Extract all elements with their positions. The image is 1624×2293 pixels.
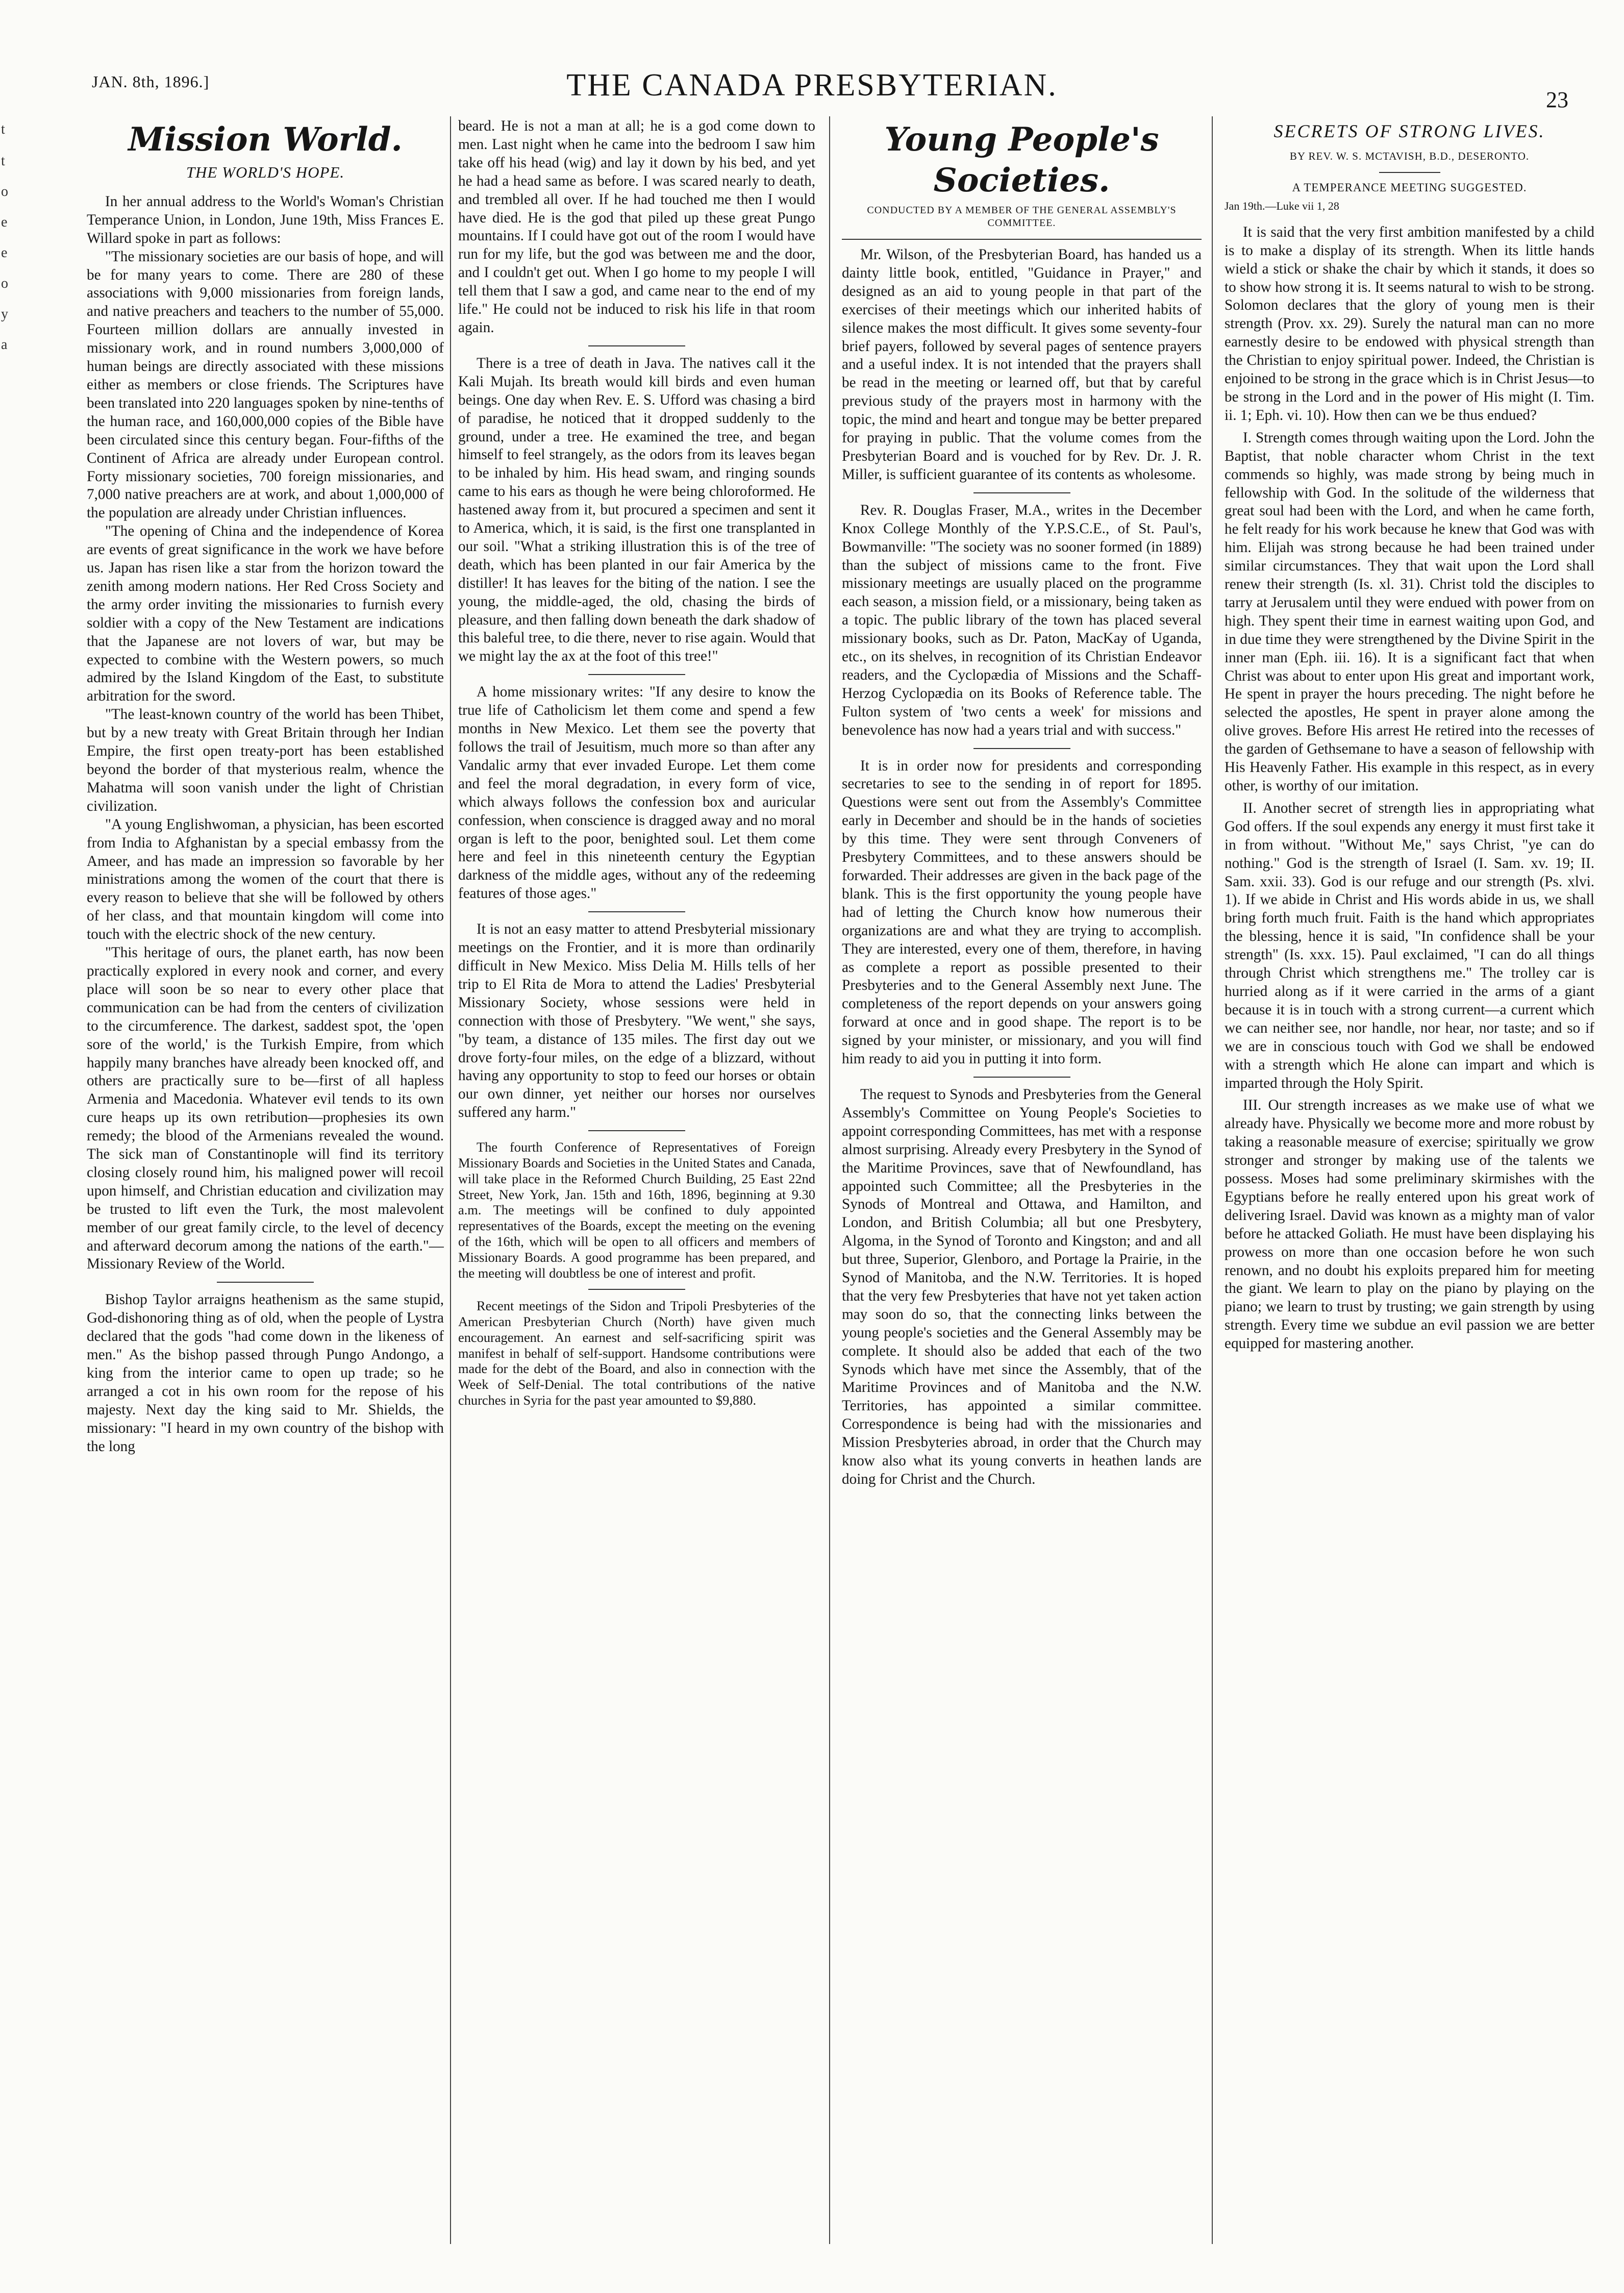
paragraph: In her annual address to the World's Woman's Christian Temperance Union, in London, June 19th, Miss Frances E. Willard spoke in part as follows: bbox=[87, 193, 444, 246]
paragraph: The fourth Conference of Representatives of Foreign Missionary Boards and Societies in the United States and Canada, will take place in the Reformed Church Building, 25 East 22nd Street, New York, Jan. 15th and 16th, 1896, beginning at 9.30 a.m. The meetings will be confined to duly appointed representatives of the Boards, except the meeting on the evening of the 16th, which will be open to all officers and members of Missionary Boards. A good programme has been prepared, and the meeting will doubtless be one of interest and profit. bbox=[458, 1139, 815, 1281]
divider bbox=[973, 1077, 1070, 1078]
section-title: SECRETS OF STRONG LIVES. bbox=[1273, 121, 1545, 141]
column-rule bbox=[829, 116, 830, 2244]
paragraph: "The missionary societies are our basis of hope, and will be for many years to come. There are 280 of these associations with 9,000 missionaries from foreign lands, and native preachers and teachers to the number of 55,000. Fourteen million dollars are annually invested in missionary work, and in round numbers 3,000,000 of human beings are directly associated with these missions either as members or close friends. The Scriptures have been translated into 220 languages spoken by nine-tenths of the human race, and 160,000,000 copies of the Bible have been circulated since this century began. Four-fifths of the Continent of Africa are already under European control. Forty missionary societies, 700 foreign missionaries, and 7,000 native preachers are at work, and about 1,000,000 of the population are already under Christian influences. bbox=[87, 248, 444, 521]
margin-fragment: e bbox=[1, 214, 8, 230]
margin-fragment: e bbox=[1, 245, 8, 261]
column-secrets-of-strong-lives bbox=[1225, 117, 1594, 2255]
margin-fragment: t bbox=[1, 153, 5, 169]
section-title: Young People's Societies. bbox=[884, 120, 1159, 200]
divider bbox=[588, 911, 685, 912]
margin-fragment: y bbox=[1, 306, 8, 322]
column-young-peoples-societies bbox=[842, 117, 1202, 2255]
masthead-title: THE CANADA PRESBYTERIAN. bbox=[566, 68, 1058, 103]
paragraph: "The least-known country of the world has been Thibet, but by a new treaty with Great Britain through her Indian Empire, the first open treaty-port has been established beyond the border of that mysterious realm, whence the Mahatma will soon vanish under the light of Christian civilization. bbox=[87, 706, 444, 814]
paragraph: Recent meetings of the Sidon and Tripoli Presbyteries of the American Presbyterian Church (North) have given much encouragement. An earnest and self-sacrificing spirit was manifest in behalf of self-support. Handsome contributions were made for the debt of the Board, and also in connection with the Week of Self-Denial. The total contributions of the native churches in Syria for the past year amounted to $9,880. bbox=[458, 1298, 815, 1408]
paragraph: A home missionary writes: "If any desire to know the true life of Catholicism let them come and spend a few months in New Mexico. Let them see the poverty that follows the trail of Jesuitism, much more so than after any Vandalic army that ever invaded Europe. Let them come and feel the moral degradation, in every form of vice, which always follows the confession box and auricular confession, when conscience is dragged away and no moral organ is left to the poor, benighted soul. Let them come here and feel in this nineteenth century the Egyptian darkness of the middle ages, without any of the redeeming features of those ages." bbox=[458, 684, 815, 902]
margin-fragment: o bbox=[1, 276, 8, 291]
paragraph: Bishop Taylor arraigns heathenism as the same stupid, God-dishonoring thing as of old, when the people of Lystra declared that the gods "had come down in the likeness of men." As the bishop passed through Pungo Andongo, a king from the interior came to open up trade; so he arranged a cot in his own room for the repose of his majesty. Next day the king said to Mr. Shields, the missionary: "I heard in my own country of the bishop with the long bbox=[87, 1291, 444, 1455]
divider bbox=[588, 674, 685, 675]
paragraph: I. Strength comes through waiting upon the Lord. John the Baptist, that noble character whom Christ in the text commends so highly, was made strong by being much in fellowship with God. In the solitude of the wilderness that great soul had been with the Lord, and when he came forth, he felt ready for his work because he knew that God was with him. Elijah was strong because he had been trained under similar circumstances. They that wait upon the Lord shall renew their strength (Is. xl. 31). Christ told the disciples to tarry at Jerusalem until they were endued with power from on high. They spent their time in earnest waiting upon God, and in due time they were strengthened by the Divine Spirit in the inner man (Eph. iii. 16). It is a significant fact that when Christ was about to enter upon His great and important work, He spent in prayer the hours preceding. The night before he selected the apostles, He spent in prayer alone among the olive groves. Before His arrest He retired into the recesses of the garden of Gethsemane to have a season of fellowship with His Heavenly Father. His example in this respect, as in every other, is worthy of our imitation. bbox=[1225, 429, 1594, 794]
divider bbox=[217, 1282, 314, 1283]
column-mission-world bbox=[87, 117, 444, 2255]
paragraph: It is not an easy matter to attend Presbyterial missionary meetings on the Frontier, and it is more than ordinarily difficult in New Mexico. Miss Delia M. Hills tells of her trip to El Rita de Mora to attend the Ladies' Presbyterial Missionary Society, whose sessions were held in connection with those of Presbytery. "We went," she says, "by team, a distance of 135 miles. The first day out we drove forty-four miles, on the edge of a blizzard, without having any opportunity to stop to feed our horses or obtain our own dinner, yet neither our horses nor ourselves suffered any harm." bbox=[458, 921, 815, 1121]
issue-date: JAN. 8th, 1896.] bbox=[92, 72, 210, 91]
column-rule bbox=[1212, 116, 1213, 2244]
margin-fragment: a bbox=[1, 337, 8, 353]
column-rule bbox=[450, 116, 451, 2244]
paragraph: The request to Synods and Presbyteries from the General Assembly's Committee on Young People's Societies to appoint corresponding Committees, has met with a response almost surprising. Already every Presbytery in the Synod of the Maritime Provinces, save that of Newfoundland, has appointed such Committee; all the Presbyteries in the Synods of Montreal and Ottawa, and Hamilton, and London, and British Columbia; all but one Presbytery, Algoma, in the Synod of Toronto and Kingston; and and all but three, Superior, Glenboro, and Portage la Prairie, in the Synod of Manitoba, and the N.W. Territories. It is hoped that the very few Presbyteries that have not yet taken action may soon do so, that the connecting links between the young people's societies and the General Assembly may be complete. It should also be added that each of the two Synods which have met since the Assembly, that of the Maritime Provinces and of Manitoba and the N.W. Territories, has appointed a similar committee. Correspondence is being had with the missionaries and Mission Presbyteries abroad, in order that the Church may know also what its young converts in heathen lands are doing for Christ and the Church. bbox=[842, 1086, 1202, 1487]
divider bbox=[973, 492, 1070, 493]
article-title: THE WORLD'S HOPE. bbox=[186, 163, 345, 181]
scripture-reference: Jan 19th.—Luke vii 1, 28 bbox=[1225, 199, 1339, 212]
divider bbox=[973, 748, 1070, 749]
paragraph: "The opening of China and the independence of Korea are events of great significance in the work we have before us. Japan has risen like a star from the horizon toward the zenith among modern nations. Her Red Cross Society and the army order inviting the missionaries to furnish every soldier with a copy of the New Testament are indications that the Japanese are not lovers of war, but may be expected to combine with the Western powers, so much admired by the Island Kingdom of the East, to substitute arbitration for the sword. bbox=[87, 523, 444, 705]
byline: BY REV. W. S. MCTAVISH, B.D., DESERONTO. bbox=[1289, 149, 1530, 162]
paragraph: II. Another secret of strength lies in appropriating what God offers. If the soul expends any energy it must first take it in from without. "Without Me," says Christ, "ye can do nothing." God is the strength of Israel (I. Sam. xv. 19; II. Sam. xxii. 33). God is our refuge and our strength (Ps. xlvi. 1). If we abide in Christ and His words abide in us, we shall bring forth much fruit. Faith is the hand which appropriates the blessing, hence it is said, "In confidence shall be your strength" (Is. xxx. 15). Paul exclaimed, "I can do all things through Christ which strengthens me." The trolley car is hurried along as if it were carried in the arms of a giant because it is in touch with a strong current—a current which we can neither see, nor handle, nor hear, nor taste; and so if we are in conscious touch with God we shall be endowed with a strength which He alone can impart and which is imparted through the Holy Spirit. bbox=[1225, 800, 1594, 1091]
paragraph: "This heritage of ours, the planet earth, has now been practically explored in every nook and corner, and every place will soon be so near to every other place that communication can be had from the centers of civilization to the circumference. The darkest, saddest spot, the 'open sore of the world,' is the Turkish Empire, from which happily many branches have already been knocked off, and others are practically sure to be—first of all hapless Armenia and Macedonia. Whatever evil tends to its own cure heaps up its own retribution—prophesies its own remedy; the blood of the Armenians revealed the wound. The sick man of Constantinople will find its territory closing closely round him, his maligned power will recoil upon himself, and Christian education and civilization may be trusted to lift even the Turk, the most malevolent member of our great family circle, to the level of decency and afterward decorum among the nations of the earth."—Missionary Review of the World. bbox=[87, 944, 444, 1273]
divider bbox=[588, 1130, 685, 1131]
paragraph: III. Our strength increases as we make use of what we already have. Physically we become more and more robust by taking a reasonable measure of exercise; spiritually we grow stronger and stronger by making use of the talents we possess. Moses had some preliminary skirmishes with the Egyptians before he really entered upon his great work of delivering Israel. David was known as a mighty man of valor before he attacked Goliath. He must have been displaying his prowess on more than one occasion before he won such renown, and no doubt his exploits prepared him for meeting the giant. We learn to play on the piano by playing on the piano; we learn to trust by trusting; we gain strength by using strength. Every time we subdue an evil passion we are better equipped for mastering another. bbox=[1225, 1097, 1594, 1352]
paragraph: Mr. Wilson, of the Presbyterian Board, has handed us a dainty little book, entitled, "Guidance in Prayer," and designed as an aid to young people in that part of the exercises of their meetings which our inherited habits of silence makes the most difficult. It gives some seventy-four brief payers, followed by several pages of sentence prayers and a useful index. It is not intended that the prayers shall be read in the meeting or learned off, but that by careful previous study of the prayers most in harmony with the topic, the mind and heart and tongue may be better prepared for praying in public. That the volume comes from the Presbyterian Board and is vouched for by Rev. Dr. J. R. Miller, is sufficient guarantee of its contents as wholesome. bbox=[842, 246, 1202, 483]
column-mission-continued bbox=[458, 117, 815, 2255]
divider bbox=[1379, 172, 1440, 173]
paragraph: There is a tree of death in Java. The natives call it the Kali Mujah. Its breath would kill birds and even human beings. One day when Rev. E. S. Ufford was chasing a bird of paradise, he noticed that it dropped suddenly to the ground, under a tree. He examined the tree, and began himself to feel strangely, as the odors from its leaves began to be inhaled by him. His head swam, and ringing sounds came to his ears as though he were being chloroformed. He hastened away from it, but procured a specimen and sent it to America, which, it is said, is the first one transplanted in our soil. "What a striking illustration this is of the tree of death, which has been planted in our fair America by the distiller! It has leaves for the biting of the nation. I see the young, the middle-aged, the old, chasing the birds of pleasure, and then falling down beneath the dark shadow of this baleful tree, to die there, never to rise again. Would that we might lay the ax at the foot of this tree!" bbox=[458, 355, 815, 665]
paragraph: It is in order now for presidents and corresponding secretaries to see to the sending in of report for 1895. Questions were sent out from the Assembly's Committee early in December and should be in the hands of societies by this time. They were sent through Conveners of Presbytery Committees, and to these answers should be forwarded. Their addresses are given in the back page of the blank. This is the first opportunity the young people have had of letting the Church know how numerous their organizations are and what they are trying to accomplish. They are interested, every one of them, therefore, in having as complete a report as possible presented to their Presbyteries and to the General Assembly next June. The completeness of the report depends on your answers going forward at once and in good shape. The report is to be signed by your minister, or missionary, and you will find him ready to aid you in putting it into form. bbox=[842, 757, 1202, 1067]
section-subtitle: CONDUCTED BY A MEMBER OF THE GENERAL ASSEMBLY'S COMMITTEE. bbox=[867, 205, 1177, 229]
divider bbox=[842, 239, 1202, 240]
page-number: 23 bbox=[1546, 87, 1568, 112]
section-title: Mission World. bbox=[128, 120, 403, 159]
divider bbox=[588, 345, 685, 346]
paragraph: It is said that the very first ambition manifested by a child is to make a display of its strength. When its little hands wield a stick or shake the chair by which it stands, it does so to show how strong it is. It seems natural to wish to be strong. Solomon declares that the glory of young men is their strength (Prov. xx. 29). Surely the natural man can no more earnestly desire to be endowed with physical strength than the Christian to enjoy spiritual power. Indeed, the Christian is enjoined to be strong in the grace which is in Christ Jesus—to be strong in the Lord and in the power of His might (I. Tim. ii. 1; Eph. vi. 10). How then can we be thus endued? bbox=[1225, 223, 1594, 423]
paragraph: Rev. R. Douglas Fraser, M.A., writes in the December Knox College Monthly of the Y.P.S.C.E., of St. Paul's, Bowmanville: "The society was no sooner formed (in 1889) than the subject of missions came to the front. Five missionary meetings are usually placed on the programme each season, a mission field, or a missionary, being taken as a topic. The public library of the town has placed several missionary books, such as Dr. Paton, MacKay of Uganda, etc., on its shelves, in recognition of its Christian Endeavor readers, and the Cyclopædia of Missions and the Schaff-Herzog Cyclopædia on its Books of Reference table. The Fulton system of 'two cents a week' for missions and benevolence has now had a years trial and with success." bbox=[842, 502, 1202, 738]
margin-fragment: o bbox=[1, 184, 8, 200]
divider bbox=[588, 1289, 685, 1290]
paragraph: beard. He is not a man at all; he is a god come down to men. Last night when he came into the bedroom I saw him take off his head (wig) and lay it down by his bed, and yet he had a head same as before. I was scared nearly to death, and trembled all over. If he had touched me then I would have died. He is the god that piled up these great Pungo mountains. If I could have got out of the room I would have run for my life, but the god was between me and the door, and I couldn't get out. When I go home to my people I will tell them that I saw a god, and came near to the end of my life." He could not be induced to risk his life in that room again. bbox=[458, 118, 815, 336]
subhead: A TEMPERANCE MEETING SUGGESTED. bbox=[1292, 181, 1527, 194]
margin-fragment: t bbox=[1, 121, 5, 137]
paragraph: "A young Englishwoman, a physician, has been escorted from India to Afghanistan by a special embassy from the Ameer, and has made an impression so favorable by her ministrations among the women of the court that there is every reason to believe that she will be followed by others of her class, and that mountain kingdom will come into touch with the electric shock of the new century. bbox=[87, 816, 444, 943]
